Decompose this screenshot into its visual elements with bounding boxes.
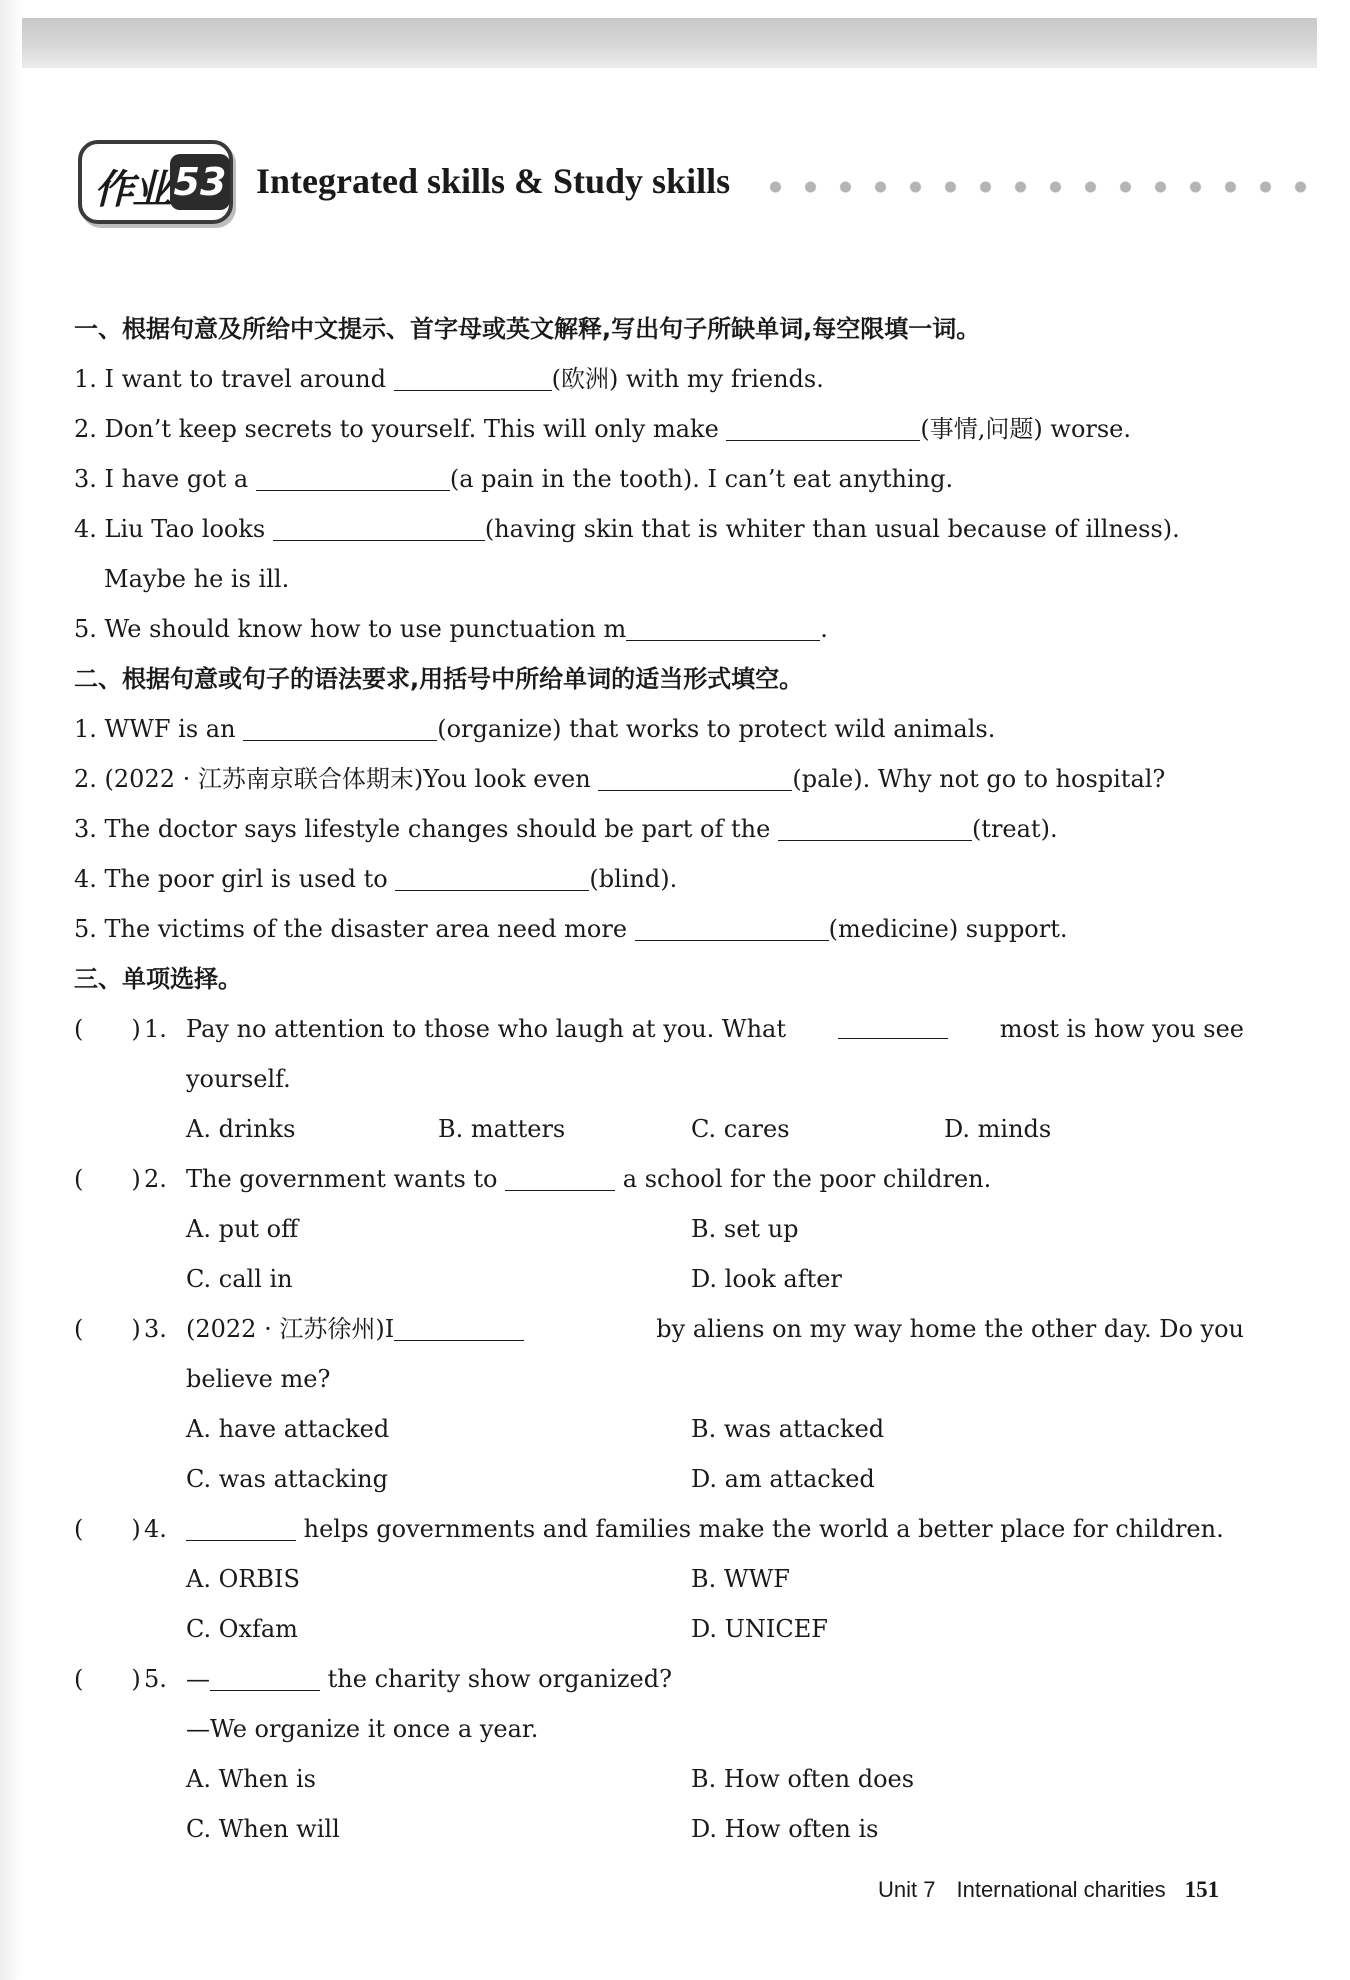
mc-question-1 <box>74 1004 1244 1054</box>
s2-item-1 <box>74 704 1244 754</box>
answer-paren[interactable]: ( ) <box>74 1515 141 1543</box>
answer-blank[interactable] <box>778 806 972 841</box>
stem-text: Pay no attention to those who laugh at you. What <box>186 1015 786 1043</box>
assignment-badge <box>78 140 233 224</box>
option-d[interactable]: D. UNICEF <box>691 1615 828 1643</box>
answer-blank[interactable] <box>243 706 437 741</box>
s1-item-5 <box>74 604 1244 654</box>
answer-blank[interactable] <box>635 906 829 941</box>
item-number: 4. <box>74 515 97 543</box>
option-c[interactable]: C. When will <box>186 1815 340 1843</box>
answer-paren[interactable]: ( ) <box>74 1015 141 1043</box>
mc-options-5b <box>74 1804 1244 1854</box>
s1-item-4-cont: Maybe he is ill. <box>104 565 290 593</box>
item-text: (medicine) support. <box>828 915 1068 943</box>
item-text: (pale). Why not go to hospital? <box>792 765 1166 793</box>
mc-options-4a <box>74 1554 1244 1604</box>
answer-blank[interactable] <box>210 1656 320 1691</box>
footer-unit: Unit 7 <box>878 1877 936 1902</box>
dotted-rule <box>758 180 1318 194</box>
question-number: 4. <box>144 1515 167 1543</box>
question-number: 3. <box>144 1315 167 1343</box>
option-a[interactable]: A. ORBIS <box>186 1565 300 1593</box>
answer-blank[interactable] <box>505 1156 615 1191</box>
mc-question-1-cont <box>74 1054 1244 1104</box>
answer-blank[interactable] <box>256 456 450 491</box>
page-number: 151 <box>1184 1877 1220 1902</box>
stem-text: — <box>186 1665 210 1693</box>
question-number: 2. <box>144 1165 167 1193</box>
option-a[interactable]: A. have attacked <box>186 1415 390 1443</box>
answer-blank[interactable] <box>186 1506 296 1541</box>
answer-blank[interactable] <box>395 856 589 891</box>
item-text: . <box>820 615 828 643</box>
stem-text: (2022 · 江苏徐州)I <box>186 1315 395 1343</box>
item-text: (欧洲) with my friends. <box>551 365 824 393</box>
stem-text: yourself. <box>186 1065 291 1093</box>
answer-paren[interactable]: ( ) <box>74 1315 141 1343</box>
badge-label: 作业 <box>94 167 170 213</box>
answer-blank[interactable] <box>838 1004 948 1039</box>
option-c[interactable]: C. Oxfam <box>186 1615 298 1643</box>
option-a[interactable]: A. When is <box>186 1765 316 1793</box>
answer-blank[interactable] <box>598 756 792 791</box>
option-b[interactable]: B. WWF <box>691 1565 790 1593</box>
item-text: (treat). <box>971 815 1058 843</box>
stem-text: —We organize it once a year. <box>186 1715 539 1743</box>
badge-number: 53 <box>170 154 230 210</box>
mc-question-4 <box>74 1504 1244 1554</box>
option-b[interactable]: B. set up <box>691 1215 799 1243</box>
option-c[interactable]: C. was attacking <box>186 1465 388 1493</box>
section-heading-3: 三、单项选择。 <box>74 965 242 993</box>
item-text: Liu Tao looks <box>104 515 266 543</box>
item-number: 2. <box>74 765 97 793</box>
stem-text: The government wants to <box>186 1165 498 1193</box>
option-b[interactable]: B. was attacked <box>691 1415 885 1443</box>
top-scan-strip <box>22 18 1317 68</box>
stem-lead <box>186 1304 524 1354</box>
mc-options-2b <box>74 1254 1244 1304</box>
answer-blank[interactable] <box>726 406 920 441</box>
item-text: (2022 · 江苏南京联合体期末)You look even <box>104 765 591 793</box>
option-c[interactable]: C. cares <box>691 1115 790 1143</box>
page-footer <box>878 1870 1219 1910</box>
question-stem <box>186 1004 1244 1054</box>
s2-item-2 <box>74 754 1244 804</box>
item-text: (organize) that works to protect wild animals. <box>437 715 996 743</box>
page-left-shadow <box>0 0 22 1980</box>
item-number: 5. <box>74 915 97 943</box>
assignment-header <box>78 140 1318 228</box>
option-d[interactable]: D. look after <box>691 1265 842 1293</box>
s2-item-5 <box>74 904 1244 954</box>
stem-text: helps governments and families make the world a better place for children. <box>303 1515 1224 1543</box>
option-c[interactable]: C. call in <box>186 1265 293 1293</box>
item-text: We should know how to use punctuation m <box>104 615 627 643</box>
item-text: Don’t keep secrets to yourself. This will only make <box>104 415 719 443</box>
s1-item-2 <box>74 404 1244 454</box>
answer-blank[interactable] <box>273 506 485 541</box>
mc-options-3a <box>74 1404 1244 1454</box>
stem-text: by aliens on my way home the other day. Do you <box>656 1315 1244 1343</box>
item-text: I have got a <box>104 465 249 493</box>
section-heading-1: 一、根据句意及所给中文提示、首字母或英文解释,写出句子所缺单词,每空限填一词。 <box>74 315 981 343</box>
question-number: 1. <box>144 1015 167 1043</box>
mc-options-3b <box>74 1454 1244 1504</box>
item-text: The doctor says lifestyle changes should be part of the <box>104 815 771 843</box>
option-a[interactable]: A. drinks <box>186 1115 296 1143</box>
answer-blank[interactable] <box>626 606 820 641</box>
option-b[interactable]: B. How often does <box>691 1765 915 1793</box>
question-stem <box>186 1304 1244 1354</box>
item-number: 4. <box>74 865 97 893</box>
answer-blank[interactable] <box>394 1306 524 1341</box>
question-number: 5. <box>144 1665 167 1693</box>
worksheet-content <box>74 304 1244 1854</box>
s1-item-4 <box>74 504 1244 554</box>
mc-question-3-cont <box>74 1354 1244 1404</box>
answer-paren[interactable]: ( ) <box>74 1665 141 1693</box>
mc-question-3 <box>74 1304 1244 1354</box>
mc-options-4b <box>74 1604 1244 1654</box>
item-text: (事情,问题) worse. <box>920 415 1132 443</box>
option-a[interactable]: A. put off <box>186 1215 299 1243</box>
answer-paren[interactable]: ( ) <box>74 1165 141 1193</box>
item-text: (a pain in the tooth). I can’t eat anything. <box>449 465 954 493</box>
option-d[interactable]: D. am attacked <box>691 1465 875 1493</box>
item-text: WWF is an <box>104 715 236 743</box>
mc-options-5a <box>74 1754 1244 1804</box>
stem-text: the charity show organized? <box>327 1665 672 1693</box>
item-number: 5. <box>74 615 97 643</box>
s1-item-3 <box>74 454 1244 504</box>
stem-text: believe me? <box>186 1365 331 1393</box>
item-text: The victims of the disaster area need more <box>104 915 628 943</box>
mc-options-1 <box>74 1104 1244 1154</box>
item-number: 1. <box>74 715 97 743</box>
answer-blank[interactable] <box>394 356 552 391</box>
item-number: 3. <box>74 465 97 493</box>
question-stem <box>186 1654 1244 1704</box>
question-stem <box>186 1504 1244 1554</box>
page-title: Integrated skills & Study skills <box>256 161 731 201</box>
mc-options-2a <box>74 1204 1244 1254</box>
mc-question-5-cont <box>74 1704 1244 1754</box>
stem-text: a school for the poor children. <box>622 1165 992 1193</box>
mc-question-2 <box>74 1154 1244 1204</box>
item-number: 2. <box>74 415 97 443</box>
option-b[interactable]: B. matters <box>438 1115 566 1143</box>
item-text: (having skin that is whiter than usual because of illness). <box>484 515 1180 543</box>
mc-question-5 <box>74 1654 1244 1704</box>
s2-item-3 <box>74 804 1244 854</box>
question-stem <box>186 1154 1244 1204</box>
section-heading-2: 二、根据句意或句子的语法要求,用括号中所给单词的适当形式填空。 <box>74 665 804 693</box>
footer-topic: International charities <box>956 1877 1166 1902</box>
item-number: 1. <box>74 365 97 393</box>
option-d[interactable]: D. minds <box>944 1115 1052 1143</box>
item-text: I want to travel around <box>104 365 386 393</box>
item-text: The poor girl is used to <box>104 865 388 893</box>
item-number: 3. <box>74 815 97 843</box>
s1-item-1 <box>74 354 1244 404</box>
item-text: (blind). <box>589 865 678 893</box>
s2-item-4 <box>74 854 1244 904</box>
option-d[interactable]: D. How often is <box>691 1815 879 1843</box>
stem-text: most is how you see <box>999 1015 1244 1043</box>
